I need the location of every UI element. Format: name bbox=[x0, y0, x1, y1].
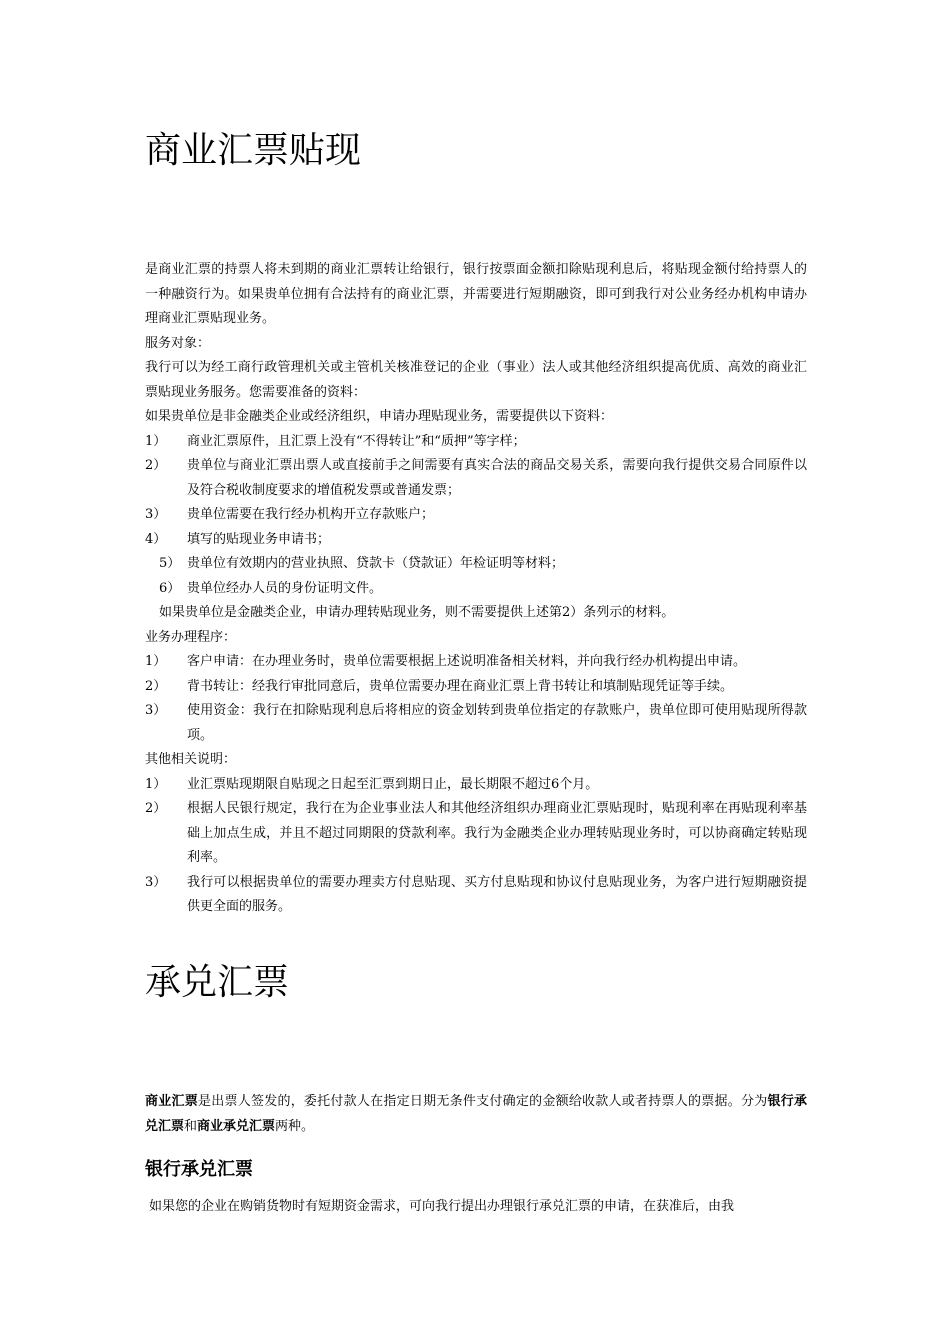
list-text: 客户申请：在办理业务时，贵单位需要根据上述说明准备相关材料，并向我行经办机构提出申请。 bbox=[187, 654, 747, 669]
list-number: 2） bbox=[145, 458, 167, 473]
term-commercial-acceptance: 商业承兑汇票 bbox=[197, 1118, 276, 1134]
list-text: 我行可以根据贵单位的需要办理卖方付息贴现、买方付息贴现和协议付息贴现业务，为客户进行短期融资提供更全面的服务。 bbox=[187, 874, 807, 914]
subsection-title-bank-acceptance: 银行承兑汇票 bbox=[145, 1159, 253, 1180]
material-item bbox=[145, 528, 807, 553]
other-item bbox=[145, 797, 807, 871]
list-number: 3） bbox=[145, 703, 167, 718]
material-item bbox=[145, 552, 807, 577]
list-text: 贵单位有效期内的营业执照、贷款卡（贷款证）年检证明等材料； bbox=[187, 556, 565, 571]
list-number: 2） bbox=[145, 678, 167, 694]
discount-intro: 是商业汇票的持票人将未到期的商业汇票转让给银行，银行按票面金额扣除贴现利息后，将贴现金额付给持票人的一种融资行为。如果贵单位拥有合法持有的商业汇票，并需要进行短期融资，即可到我行对公业务经办机构申请办理商业汇票贴现业务。 bbox=[145, 262, 807, 326]
list-text: 贵单位需要在我行经办机构开立存款账户； bbox=[187, 507, 435, 522]
list-number: 1） bbox=[145, 776, 167, 792]
material-item bbox=[145, 503, 807, 528]
bank-acceptance-body bbox=[145, 1195, 807, 1220]
list-number: 4） bbox=[145, 531, 167, 547]
other-item bbox=[145, 773, 807, 798]
list-text: 业汇票贴现期限自贴现之日起至汇票到期日止，最长期限不超过6个月。 bbox=[187, 776, 599, 792]
other-item bbox=[145, 871, 807, 920]
definition-paragraph bbox=[145, 1090, 807, 1139]
conjunction: 和 bbox=[184, 1118, 198, 1134]
procedure-heading: 业务办理程序： bbox=[145, 629, 237, 645]
other-heading: 其他相关说明： bbox=[145, 752, 237, 767]
list-text: 使用资金：我行在扣除贴现利息后将相应的资金划转到贵单位指定的存款账户，贵单位即可使用贴现所得款项。 bbox=[187, 703, 807, 743]
term-bank-acceptance: 银行承兑汇票 bbox=[145, 1094, 807, 1134]
material-item bbox=[145, 454, 807, 503]
list-number: 3） bbox=[145, 507, 167, 522]
procedure-item bbox=[145, 650, 807, 675]
list-text: 填写的贴现业务申请书； bbox=[187, 531, 331, 547]
list-number: 3） bbox=[145, 874, 167, 890]
list-number: 2） bbox=[145, 801, 167, 816]
nonfin-heading: 如果贵单位是非金融类企业或经济组织，申请办理贴现业务，需要提供以下资料： bbox=[145, 409, 614, 424]
definition-end: 两种。 bbox=[275, 1118, 315, 1134]
list-number: 1） bbox=[145, 433, 167, 449]
fin-note: 如果贵单位是金融类企业，申请办理转贴现业务，则不需要提供上述第2）条列示的材料。 bbox=[159, 605, 675, 620]
list-number: 6） bbox=[159, 580, 181, 596]
term-commercial-bill: 商业汇票 bbox=[145, 1094, 198, 1109]
section-title-acceptance: 承兑汇票 bbox=[145, 962, 290, 1003]
definition-text: 是出票人签发的，委托付款人在指定日期无条件支付确定的金额给收款人或者持票人的票据。分为 bbox=[197, 1094, 768, 1109]
list-number: 1） bbox=[145, 654, 167, 669]
list-text: 背书转让：经我行审批同意后，贵单位需要办理在商业汇票上背书转让和填制贴现凭证等手续。 bbox=[187, 678, 734, 694]
service-heading: 服务对象： bbox=[145, 335, 211, 351]
list-number: 5） bbox=[159, 556, 181, 571]
discount-body bbox=[145, 258, 807, 920]
service-text: 我行可以为经工商行政管理机关或主管机关核准登记的企业（事业）法人或其他经济组织提高优质、高效的商业汇票贴现业务服务。您需要准备的资料： bbox=[145, 360, 807, 400]
bank-acceptance-text: 如果您的企业在购销货物时有短期资金需求，可向我行提出办理银行承兑汇票的申请，在获准后，由我 bbox=[149, 1199, 735, 1214]
list-text: 贵单位经办人员的身份证明文件。 bbox=[187, 580, 383, 596]
acceptance-definition bbox=[145, 1090, 807, 1139]
list-text: 贵单位与商业汇票出票人或直接前手之间需要有真实合法的商品交易关系，需要向我行提供交易合同原件以及符合税收制度要求的增值税发票或普通发票； bbox=[187, 458, 807, 498]
section-title-discount: 商业汇票贴现 bbox=[145, 130, 362, 171]
list-text: 商业汇票原件，且汇票上没有“不得转让”和“质押”等字样； bbox=[187, 433, 526, 449]
material-item bbox=[145, 430, 807, 455]
procedure-item bbox=[145, 675, 807, 700]
procedure-item bbox=[145, 699, 807, 748]
material-item bbox=[145, 577, 807, 602]
list-text: 根据人民银行规定，我行在为企业事业法人和其他经济组织办理商业汇票贴现时，贴现利率在再贴现利率基础上加点生成，并且不超过同期限的贷款利率。我行为金融类企业办理转贴现业务时，可以协商确定转贴现利率。 bbox=[187, 801, 807, 865]
